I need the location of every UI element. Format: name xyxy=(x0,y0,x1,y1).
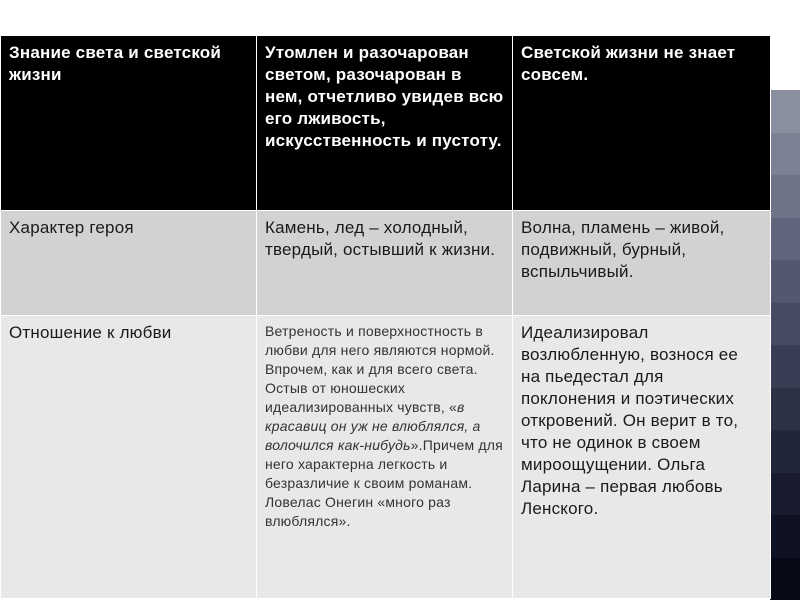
quote-fragment: в красавиц он уж не влюблялся, а волочился как-нибудь xyxy=(265,399,481,453)
text-fragment: Ветреность и поверхностность в любви для него являются нормой. Впрочем, как и для всего света. Остыв от юношеских идеализированных чувств, « xyxy=(265,323,495,415)
table-cell-onegin xyxy=(257,316,513,599)
table-cell-lensky: Идеализировал возлюбленную, вознося ее на пьедестал для поклонения и поэтических откровений. Он верит в то, что не одинок в своем мироощущении. Ольга Ларина – первая любовь Ленского. xyxy=(513,316,771,599)
table-row xyxy=(1,211,771,316)
table-cell-label: Знание света и светской жизни xyxy=(1,36,257,211)
text-fragment: ».Причем для него характерна легкость и безразличие к своим романам. xyxy=(265,437,503,491)
table-row xyxy=(1,316,771,599)
comparison-table xyxy=(0,35,771,599)
table-cell-onegin: Камень, лед – холодный, твердый, остывший к жизни. xyxy=(257,211,513,316)
table-cell-lensky: Волна, пламень – живой, подвижный, бурный, вспыльчивый. xyxy=(513,211,771,316)
decorative-gradient-strip xyxy=(770,90,800,600)
table-cell-label: Отношение к любви xyxy=(1,316,257,599)
table-cell-onegin: Утомлен и разочарован светом, разочарован в нем, отчетливо увидев всю его лживость, искусственность и пустоту. xyxy=(257,36,513,211)
table-row xyxy=(1,36,771,211)
text-fragment: Ловелас Онегин «много раз влюблялся». xyxy=(265,494,451,529)
table-cell-label: Характер героя xyxy=(1,211,257,316)
table-cell-lensky: Светской жизни не знает совсем. xyxy=(513,36,771,211)
